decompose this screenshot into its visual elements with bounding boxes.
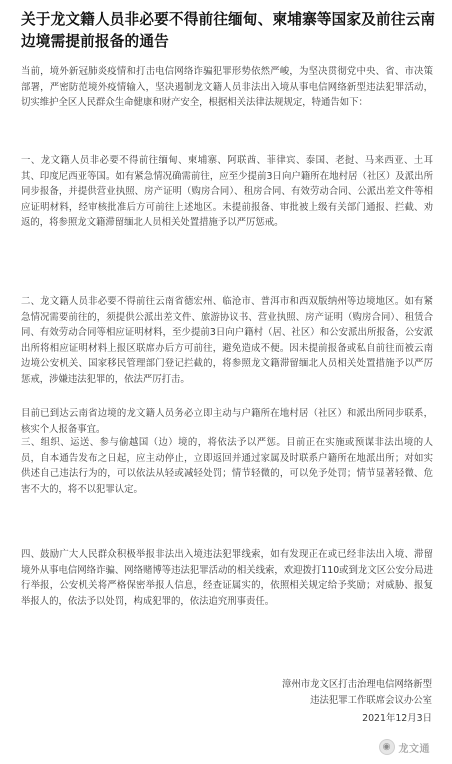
notice-section-1: 一、龙文籍人员非必要不得前往缅甸、柬埔寨、阿联酋、菲律宾、泰国、老挝、马来西亚、土耳其、印度尼西亚等国。如有紧急情况确需前往，应至少提前3日向户籍所在地村居（社区）及派出所同步报备，并提供营业执照、房产证明（购房合同）、租房合同、有效劳动合同、公派出差文件等相应证明材料，经审核批准后方可前往上述地区。未提前报备、审批被上级有关部门通报、拦截、劝返的，将参照龙文籍滞留缅北人员相关处置措施予以严厉惩戒。 xyxy=(21,155,433,228)
notice-section-4: 四、鼓励广大人民群众积极举报非法出入境违法犯罪线索，如有发现正在或已经非法出入境、滞留境外从事电信网络诈骗、网络赌博等违法犯罪活动的相关线索，欢迎拨打110或到龙文区公安分局进行举报，公安机关将严格保密举报人信息，经查证属实的，依照相关规定给予奖励；对威胁、报复举报人的，依法予以处罚，构成犯罪的，依法追究刑事责任。 xyxy=(21,549,433,607)
notice-intro: 当前，境外新冠肺炎疫情和打击电信网络诈骗犯罪形势依然严峻，为坚决贯彻党中央、省、市决策部署，严密防范境外疫情输入，坚决遏制龙文籍人员非法出入境从事电信网络新型违法犯罪活动，切实维护全区人民群众生命健康和财产安全，根据相关法律法规规定，特通告如下： xyxy=(21,66,433,108)
signature-line-2: 违法犯罪工作联席会议办公室 xyxy=(310,695,432,706)
notice-section-3: 三、组织、运送、参与偷越国（边）境的，将依法予以严惩。目前正在实施或预谋非法出境的人员，自本通告发布之日起，应主动停止，立即返回并通过家属及时联系户籍所在地派出所；对如实供述自己违法行为的，可以依法从轻或减轻处罚；情节轻微的，可以免予处罚；情节显著轻微、危害不大的，将不以犯罪认定。 xyxy=(21,437,433,495)
signature-line-1: 漳州市龙文区打击治理电信网络新型 xyxy=(281,679,432,690)
notice-section-2-note: 目前已到达云南省边境的龙文籍人员务必立即主动与户籍所在地村居（社区）和派出所同步联系，核实个人报备事宜。 xyxy=(21,408,433,435)
watermark-text: 龙文通 xyxy=(398,743,430,755)
notice-title: 关于龙文籍人员非必要不得前往缅甸、柬埔寨等国家及前往云南边境需提前报备的通告 xyxy=(21,11,436,50)
notice-section-2: 二、龙文籍人员非必要不得前往云南省德宏州、临沧市、普洱市和西双版纳州等边境地区。如有紧急情况需要前往的，须提供公派出差文件、旅游协议书、营业执照、房产证明（购房合同）、租赁合同、有效劳动合同等相应证明材料，至少提前3日向户籍村（居、社区）和公安派出所报备，公安派出所将相应证明材料上报区联席办后方可前往，避免造成不便。因未提前报备或私自前往而被云南边境公安机关、国家移民管理部门登记拦截的，将参照龙文籍滞留缅北人员相关处置措施予以严厉惩戒，涉嫌违法犯罪的，依法严厉打击。 xyxy=(21,296,433,385)
watermark xyxy=(379,738,431,756)
notice-date: 2021年12月3日 xyxy=(362,713,432,724)
app-logo-icon: ◉ xyxy=(379,739,395,755)
